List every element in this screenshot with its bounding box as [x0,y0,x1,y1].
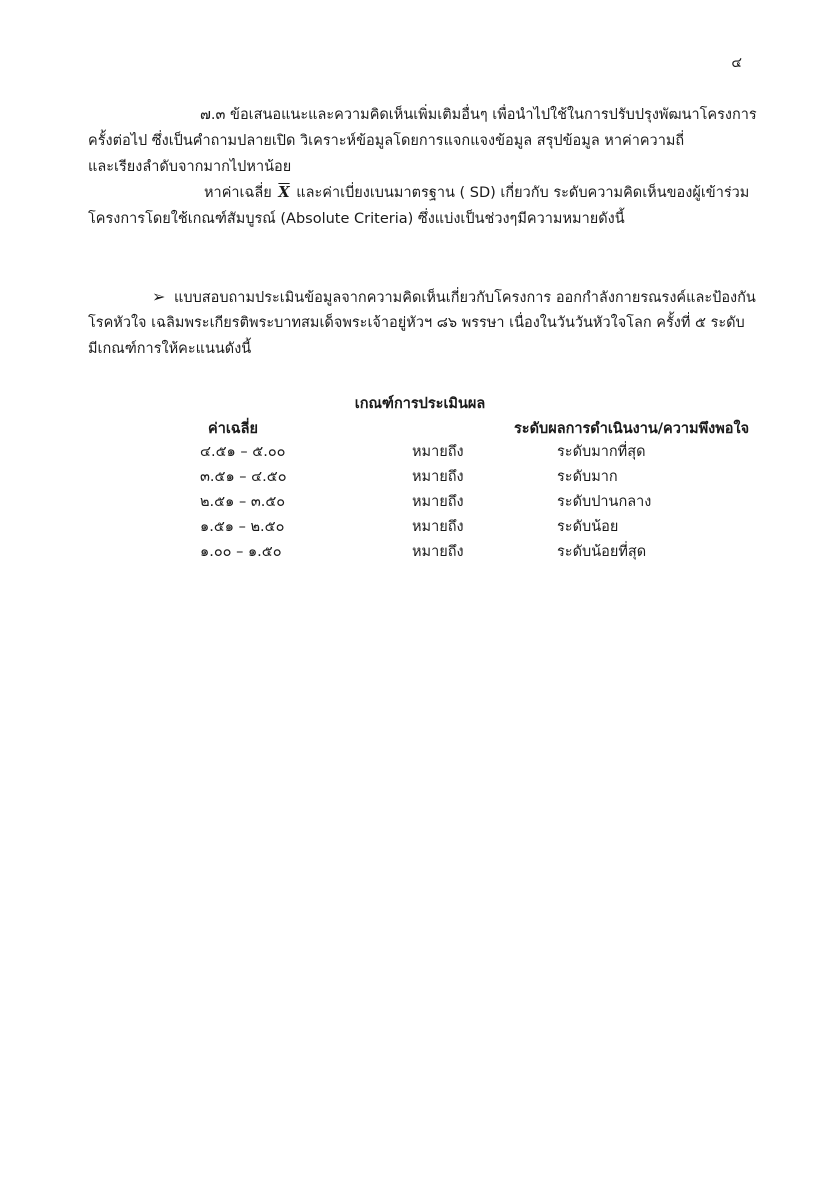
criteria-means: หมายถึง [412,494,464,510]
criteria-row [0,491,840,513]
criteria-header-mean: ค่าเฉลี่ย [208,421,259,437]
criteria-level: ระดับน้อยที่สุด [557,544,647,560]
paragraph-mean-sd-line-2: โครงการโดยใช้เกณฑ์สัมบูรณ์ (Absolute Criteria) ซึ่งแบ่งเป็นช่วงๆมีความหมายดังนี้ [88,211,625,227]
criteria-row [0,541,840,563]
criteria-level: ระดับน้อย [557,519,619,535]
criteria-row [0,441,840,463]
paragraph-questionnaire-line-3: มีเกณฑ์การให้คะแนนดังนี้ [88,341,252,357]
criteria-range: ๔.๕๑ – ๕.๐๐ [200,444,286,460]
criteria-range: ๑.๕๑ – ๒.๕๐ [200,519,285,535]
criteria-range: ๓.๕๑ – ๔.๕๐ [200,469,287,485]
criteria-means: หมายถึง [412,469,464,485]
criteria-header-level: ระดับผลการดำเนินงาน/ความพึงพอใจ [514,421,750,437]
x-bar-symbol: $\overline{X}$ [278,184,290,201]
criteria-table-title: เกณฑ์การประเมินผล [354,396,486,412]
arrow-bullet-icon: ➢ [152,287,166,306]
criteria-range: ๑.๐๐ – ๑.๕๐ [200,544,282,560]
criteria-range: ๒.๕๑ – ๓.๕๐ [200,494,286,510]
paragraph-mean-sd-line-1 [204,182,749,204]
criteria-row [0,516,840,538]
criteria-level: ระดับปานกลาง [557,494,652,510]
paragraph-suggestions-line-2: ครั้งต่อไป ซึ่งเป็นคำถามปลายเปิด วิเคราะห์ข้อมูลโดยการแจกแจงข้อมูล สรุปข้อมูล หาค่าความถี่ [88,133,685,149]
criteria-means: หมายถึง [412,444,464,460]
paragraph-questionnaire-line-2: โรคหัวใจ เฉลิมพระเกียรติพระบาทสมเด็จพระเจ้าอยู่หัวฯ ๘๖ พรรษา เนื่องในวันวันหัวใจโลก ครั้งที่ ๕ ระดับ [88,315,745,331]
paragraph-suggestions-line-3: และเรียงลำดับจากมากไปหาน้อย [88,159,292,175]
criteria-means: หมายถึง [412,544,464,560]
paragraph-questionnaire-line-1 [152,286,756,309]
criteria-row [0,466,840,488]
mean-text-before: หาค่าเฉลี่ย [204,185,272,201]
paragraph-suggestions-line-1: ๗.๓ ข้อเสนอแนะและความคิดเห็นเพิ่มเติมอื่นๆ เพื่อนำไปใช้ในการปรับปรุงพัฒนาโครงการ [200,107,757,123]
questionnaire-text: แบบสอบถามประเมินข้อมูลจากความคิดเห็นเกี่ยวกับโครงการ ออกกำลังกายรณรงค์และป้องกัน [174,290,756,306]
mean-text-after: และค่าเบี่ยงเบนมาตรฐาน ( SD) เกี่ยวกับ ระดับความคิดเห็นของผู้เข้าร่วม [296,185,750,201]
criteria-level: ระดับมากที่สุด [557,444,646,460]
criteria-level: ระดับมาก [557,469,618,485]
criteria-means: หมายถึง [412,519,464,535]
page-number: ๔ [731,55,742,71]
